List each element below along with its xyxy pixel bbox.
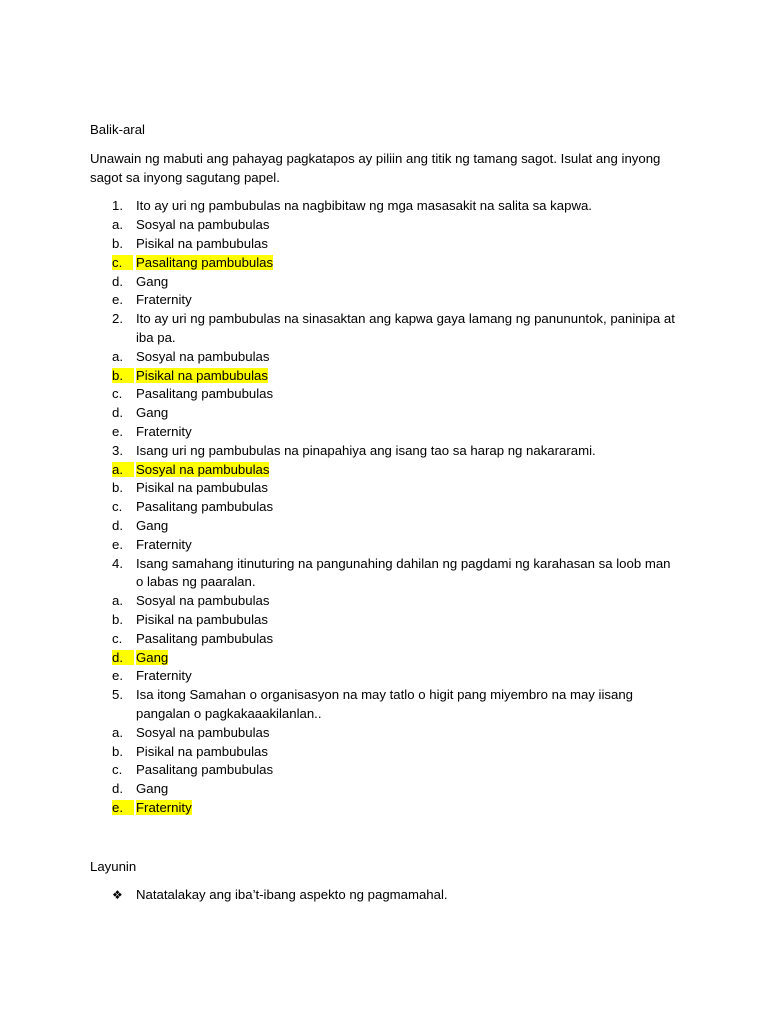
choice-text: Gang (136, 781, 169, 797)
choice-text: Sosyal na pambubulas (136, 217, 270, 233)
answer-choice-highlighted (90, 254, 680, 273)
answer-choice (90, 404, 680, 423)
question-text: Ito ay uri ng pambubulas na nagbibitaw ng mga masasakit na salita sa kapwa. (136, 198, 592, 214)
choice-letter: c. (112, 762, 123, 778)
choice-text: Pisikal na pambubulas (136, 367, 268, 383)
choice-letter: c. (112, 386, 123, 402)
choice-text: Fraternity (136, 292, 192, 308)
choice-letter: a. (112, 724, 123, 740)
choice-text: Pisikal na pambubulas (136, 480, 268, 496)
instructions-text: Unawain ng mabuti ang pahayag pagkatapos ay piliin ang titik ng tamang sagot. Isulat ang inyong sagot sa inyong sagutang papel. (90, 150, 661, 185)
choice-letter: d. (112, 650, 134, 665)
choice-text: Fraternity (136, 799, 192, 815)
question-item (90, 310, 680, 348)
choice-letter: a. (112, 217, 123, 233)
document-page (90, 121, 680, 905)
answer-choice (90, 761, 680, 780)
answer-choice (90, 536, 680, 555)
answer-choice-highlighted (90, 367, 680, 386)
question-item (90, 197, 680, 216)
choice-text: Gang (136, 273, 169, 289)
choice-letter: e. (112, 292, 123, 308)
choice-letter: b. (112, 480, 123, 496)
answer-choice (90, 780, 680, 799)
answer-choice (90, 498, 680, 517)
choice-letter: a. (112, 348, 123, 364)
answer-choice (90, 479, 680, 498)
choice-letter: e. (112, 800, 134, 815)
quiz-list (90, 197, 680, 817)
choice-letter: c. (112, 630, 123, 646)
question-text: Isang uri ng pambubulas na pinapahiya ang isang tao sa harap ng nakararami. (136, 442, 596, 458)
objectives-list (90, 886, 680, 905)
question-item (90, 442, 680, 461)
choice-letter: d. (112, 781, 123, 797)
choice-text: Fraternity (136, 423, 192, 439)
choice-letter: b. (112, 743, 123, 759)
question-text: Isa itong Samahan o organisasyon na may tatlo o higit pang miyembro na may iisang pangalan o pagkakaaakilanlan.. (136, 687, 634, 721)
question-item (90, 555, 680, 593)
choice-letter: b. (112, 611, 123, 627)
choice-letter: d. (112, 273, 123, 289)
choice-text: Pisikal na pambubulas (136, 743, 268, 759)
choice-letter: e. (112, 536, 123, 552)
answer-choice (90, 216, 680, 235)
choice-text: Gang (136, 405, 169, 421)
objective-text: Natatalakay ang iba’t-ibang aspekto ng pagmamahal. (136, 887, 448, 903)
choice-letter: e. (112, 423, 123, 439)
answer-choice (90, 385, 680, 404)
answer-choice (90, 592, 680, 611)
choice-text: Sosyal na pambubulas (136, 461, 270, 477)
answer-choice (90, 348, 680, 367)
choice-letter: a. (112, 593, 123, 609)
choice-letter: a. (112, 462, 134, 477)
choice-letter: c. (112, 499, 123, 515)
choice-text: Gang (136, 517, 169, 533)
question-text: Ito ay uri ng pambubulas na sinasaktan ang kapwa gaya lamang ng panununtok, paninipa at iba pa. (136, 311, 675, 345)
choice-text: Pasalitang pambubulas (136, 386, 274, 402)
choice-letter: b. (112, 235, 123, 251)
answer-choice-highlighted (90, 461, 680, 480)
answer-choice (90, 517, 680, 536)
choice-text: Fraternity (136, 536, 192, 552)
question-number: 1. (112, 198, 123, 214)
choice-text: Sosyal na pambubulas (136, 348, 270, 364)
choice-text: Pasalitang pambubulas (136, 499, 274, 515)
question-text: Isang samahang itinuturing na pangunahing dahilan ng pagdami ng karahasan sa loob man o labas ng paaralan. (136, 555, 671, 590)
question-number: 2. (112, 311, 123, 327)
choice-text: Pasalitang pambubulas (136, 762, 274, 778)
choice-letter: e. (112, 668, 123, 684)
choice-text: Pasalitang pambubulas (136, 630, 274, 646)
choice-text: Sosyal na pambubulas (136, 724, 270, 740)
answer-choice (90, 724, 680, 743)
answer-choice (90, 291, 680, 310)
choice-text: Pisikal na pambubulas (136, 235, 268, 251)
choice-text: Sosyal na pambubulas (136, 593, 270, 609)
answer-choice (90, 630, 680, 649)
diamond-bullet-icon: ❖ (112, 888, 123, 903)
choice-letter: d. (112, 405, 123, 421)
answer-choice (90, 743, 680, 762)
question-number: 3. (112, 442, 123, 458)
answer-choice-highlighted (90, 799, 680, 818)
choice-text: Pisikal na pambubulas (136, 611, 268, 627)
question-number: 5. (112, 687, 123, 703)
answer-choice (90, 235, 680, 254)
answer-choice (90, 667, 680, 686)
answer-choice (90, 423, 680, 442)
answer-choice (90, 273, 680, 292)
choice-text: Pasalitang pambubulas (136, 254, 274, 270)
answer-choice-highlighted (90, 649, 680, 668)
section-heading: Balik-aral (90, 122, 145, 137)
objective-item (90, 886, 680, 905)
answer-choice (90, 611, 680, 630)
choice-letter: d. (112, 517, 123, 533)
question-item (90, 686, 680, 724)
choice-text: Gang (136, 649, 169, 665)
choice-letter: c. (112, 255, 133, 270)
choice-text: Fraternity (136, 668, 192, 684)
question-number: 4. (112, 555, 123, 571)
objectives-heading: Layunin (90, 858, 137, 874)
choice-letter: b. (112, 368, 134, 383)
